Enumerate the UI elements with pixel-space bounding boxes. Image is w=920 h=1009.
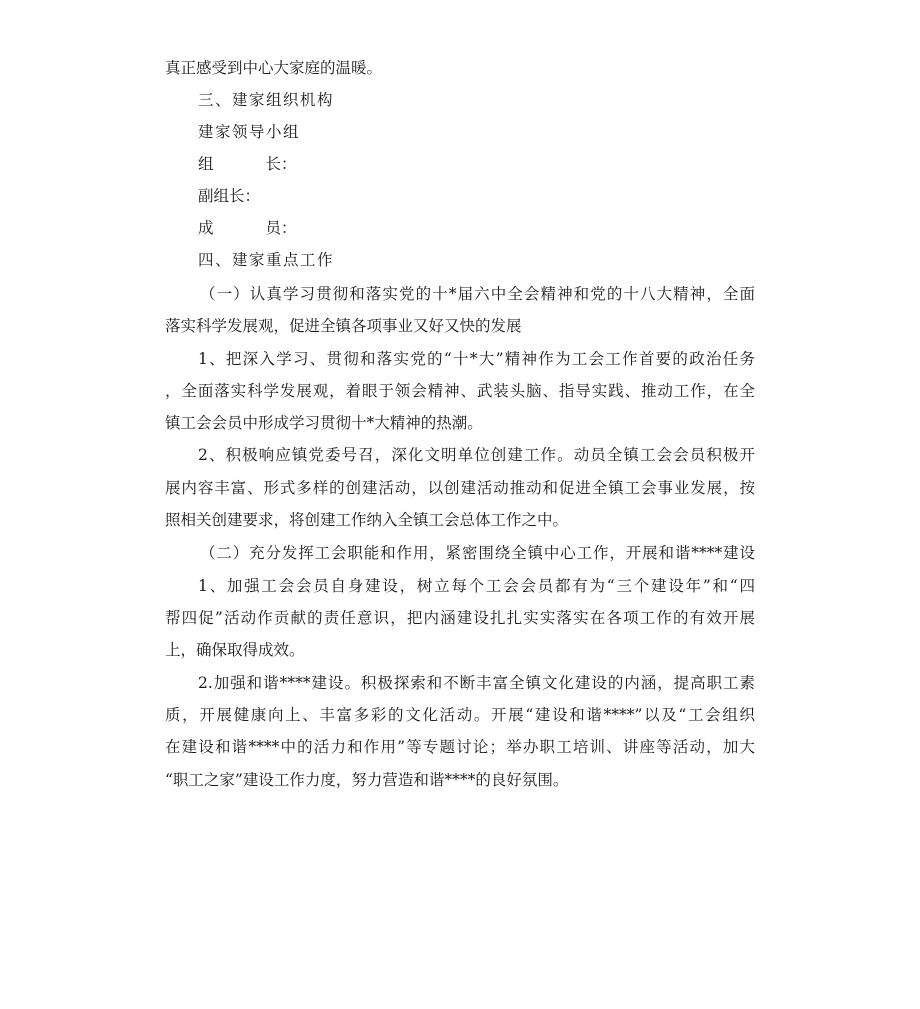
paragraph-line: 1、加强工会会员自身建设，树立每个工会会员都有为“三个建设年”和“四	[198, 577, 755, 595]
subheading-line: （二）充分发挥工会职能和作用，紧密围绕全镇中心工作，开展和谐****建设	[200, 544, 755, 562]
paragraph-line: 在建设和谐****中的活力和作用”等专题讨论；举办职工培训、讲座等活动，加大	[165, 738, 755, 756]
paragraph-line: 镇工会会员中形成学习贯彻十*大精神的热潮。	[165, 414, 483, 432]
paragraph-line: 2.加强和谐****建设。积极探索和不断丰富全镇文化建设的内涵，提高职工素	[198, 674, 755, 692]
paragraph-line: ，全面落实科学发展观，着眼于领会精神、武装头脑、指导实践、推动工作，在全	[165, 382, 755, 400]
leader-label-part2: 长：	[265, 155, 297, 173]
paragraph-line: 帮四促”活动作贡献的责任意识，把内涵建设扎扎实实落实在各项工作的有效开展	[165, 609, 755, 627]
member-label-part2: 员：	[265, 219, 297, 237]
subheading-line: 落实科学发展观，促进全镇各项事业又好又快的发展	[165, 317, 522, 335]
deputy-leader-label: 副组长：	[198, 187, 261, 205]
paragraph-line: 上，确保取得成效。	[165, 641, 305, 659]
member-label-part1: 成	[198, 219, 214, 237]
section-heading: 三、建家组织机构	[198, 91, 335, 109]
paragraph-line: 展内容丰富、形式多样的创建活动，以创建活动推动和促进全镇工会事业发展，按	[165, 479, 755, 497]
leader-label-part1: 组	[198, 155, 214, 173]
subheading-line: （一）认真学习贯彻和落实党的十*届六中全会精神和党的十八大精神，全面	[200, 285, 755, 303]
paragraph-line: 2、积极响应镇党委号召，深化文明单位创建工作。动员全镇工会会员积极开	[198, 446, 755, 464]
paragraph-line: 真正感受到中心大家庭的温暖。	[165, 59, 383, 77]
leader-label-row	[198, 152, 788, 176]
group-title: 建家领导小组	[198, 123, 301, 141]
paragraph-line: 质，开展健康向上、丰富多彩的文化活动。开展“建设和谐****”以及“工会组织	[165, 706, 755, 724]
section-heading: 四、建家重点工作	[198, 251, 335, 269]
paragraph-line: “职工之家”建设工作力度，努力营造和谐****的良好氛围。	[165, 771, 569, 789]
member-label-row	[198, 216, 788, 240]
paragraph-line: 照相关创建要求，将创建工作纳入全镇工会总体工作之中。	[165, 511, 569, 529]
paragraph-line: 1、把深入学习、贯彻和落实党的“十*大”精神作为工会工作首要的政治任务	[198, 350, 755, 368]
